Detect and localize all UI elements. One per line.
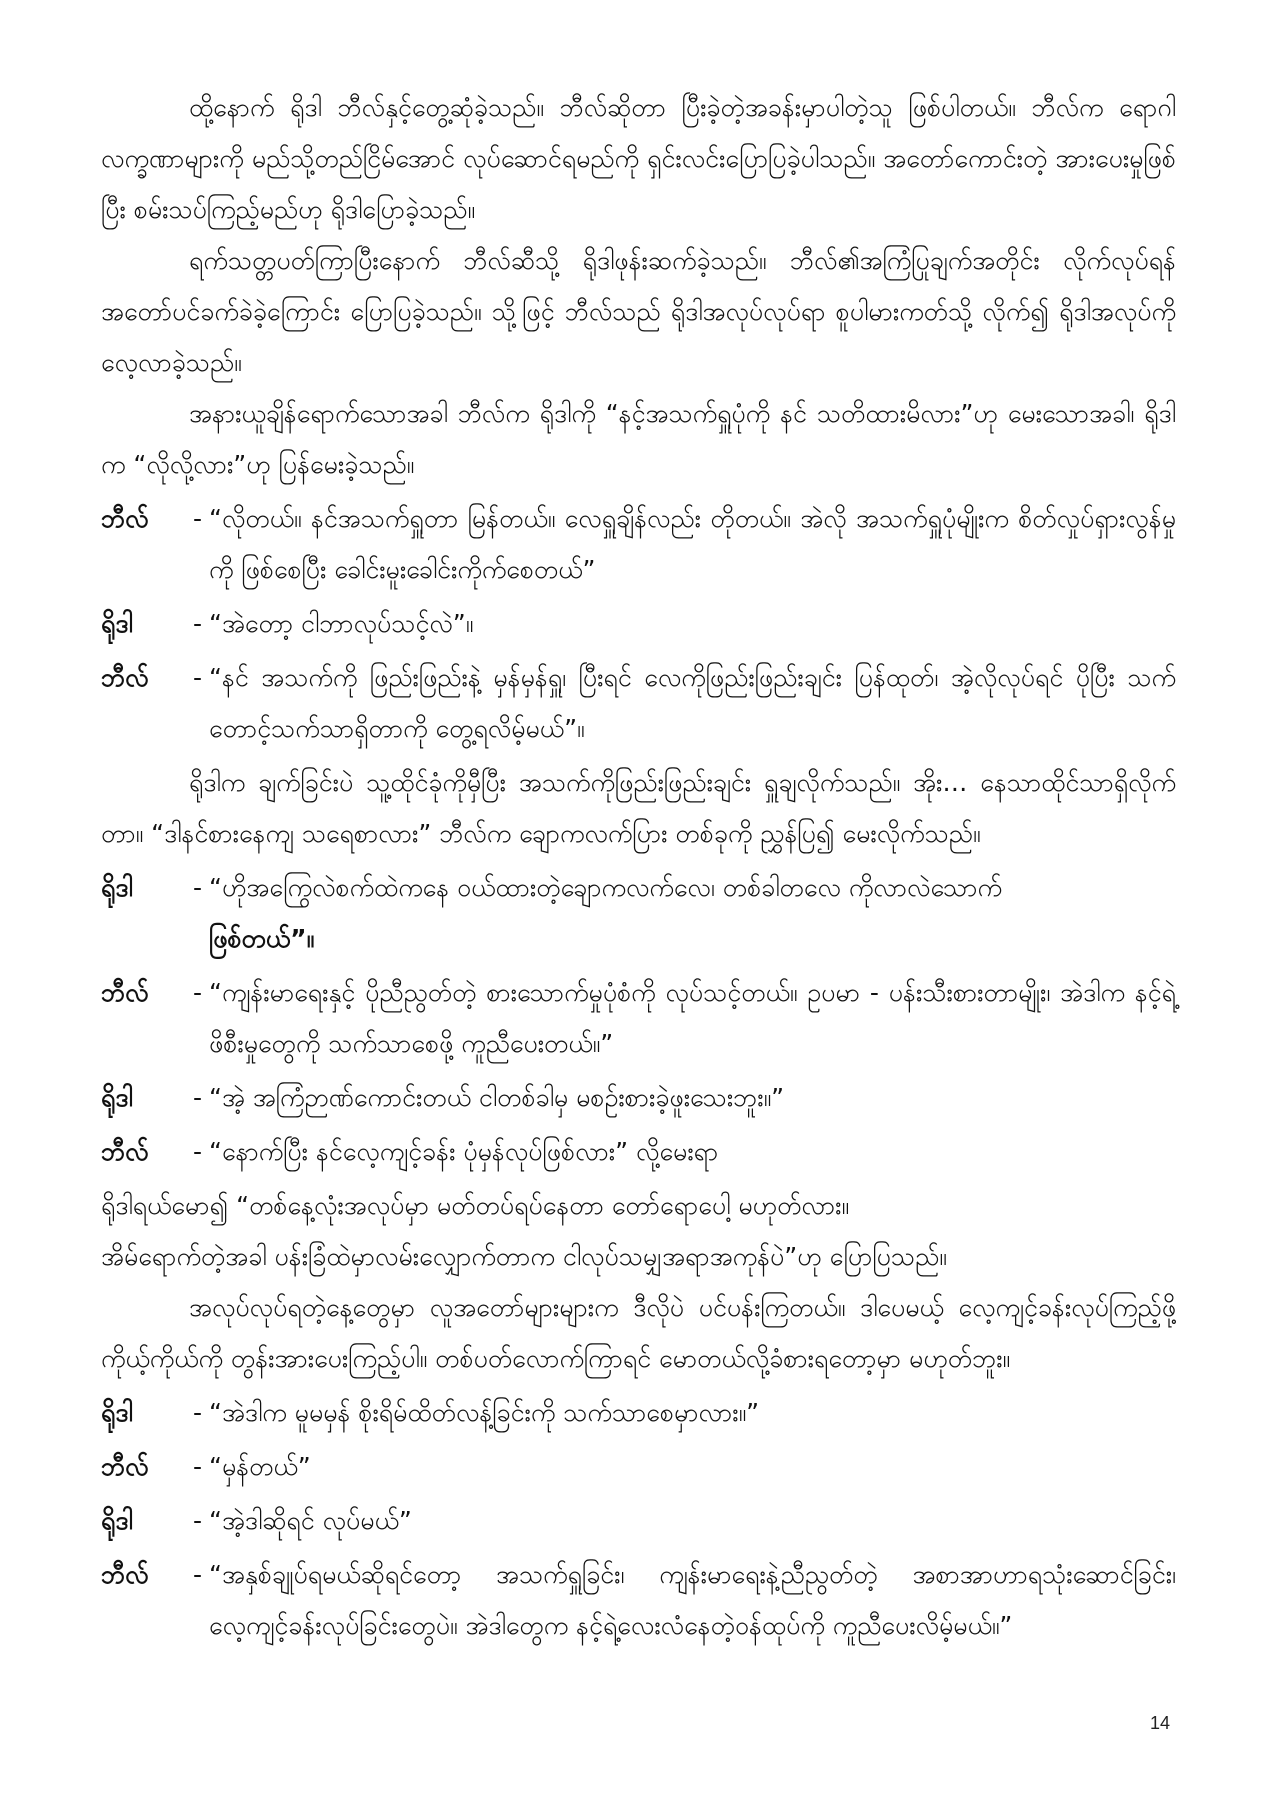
dialogue-line xyxy=(101,1549,1176,1651)
speaker-name: ဘီလ် xyxy=(101,1452,149,1481)
dialogue-dash: - xyxy=(193,1398,203,1427)
speaker-name: ရိုဒါ xyxy=(101,1398,133,1427)
dialogue-text: “ကျန်းမာရေးနှင့် ပိုညီညွတ်တဲ့ စားသောက်မှုပုံစံကို လုပ်သင့်တယ်။ ဥပမာ - ပန်းသီးစားတာမျိုး၊ အဲဒါက နင့်ရဲ့ဖိစီးမှုတွေကို သက်သာစေဖို့ ကူညီပေးတယ်။” xyxy=(209,978,1176,1058)
dialogue-text: “နောက်ပြီး နင်လေ့ကျင့်ခန်း ပုံမှန်လုပ်ဖြစ်လား” လို့မေးရာ xyxy=(209,1137,719,1166)
dialogue-dash: - xyxy=(193,978,203,1007)
dialogue-dash: - xyxy=(193,1083,203,1112)
dialogue-line xyxy=(101,967,1176,1069)
dialogue-dash: - xyxy=(193,1560,203,1589)
speaker-name: ရိုဒါ xyxy=(101,1506,133,1535)
speaker-name: ဘီလ် xyxy=(101,663,149,692)
dialogue-line xyxy=(101,862,1176,964)
dialogue-dash: - xyxy=(193,1137,203,1166)
speaker-name: ဘီလ် xyxy=(101,504,149,533)
speaker-name: ရိုဒါ xyxy=(101,609,133,638)
dialogue-text: “အနှစ်ချုပ်ရမယ်ဆိုရင်တော့ အသက်ရှူခြင်း၊ ကျန်းမာရေးနဲ့ညီညွတ်တဲ့ အစာအာဟာရသုံးဆောင်ခြင်း၊ လေ့ကျင့်ခန်းလုပ်ခြင်းတွေပဲ။ အဲဒါတွေက နင့်ရဲ့လေးလံနေတဲ့ဝန်ထုပ်ကို ကူညီပေးလိမ့်မယ်။” xyxy=(209,1560,1176,1640)
dialogue-line xyxy=(101,1072,1176,1123)
paragraph-3: အနားယူချိန်ရောက်သောအခါ ဘီလ်က ရိုဒါကို “နင့်အသက်ရှူပုံကို နင် သတိထားမိလား”ဟု မေးသောအခါ၊ ရိုဒါက “လိုလို့လား”ဟု ပြန်မေးခဲ့သည်။ xyxy=(101,399,1176,479)
paragraph-1: ထို့နောက် ရိုဒါ ဘီလ်နှင့်တွေ့ဆုံခဲ့သည်။ ဘီလ်ဆိုတာ ပြီးခဲ့တဲ့အခန်းမှာပါတဲ့သူ ဖြစ်ပါတယ်။ ဘီလ်က ရောဂါလက္ခဏာများကို မည်သို့တည်ငြိမ်အောင် လုပ်ဆောင်ရမည်ကို ရှင်းလင်းပြောပြခဲ့ပါသည်။ အတော်ကောင်းတဲ့ အားပေးမှုဖြစ်ပြီး စမ်းသပ်ကြည့်မည်ဟု ရိုဒါပြောခဲ့သည်။ xyxy=(101,93,1176,224)
dialogue-text: “အဲ့ဒါဆိုရင် လုပ်မယ်” xyxy=(209,1506,412,1535)
dialogue-dash: - xyxy=(193,504,203,533)
paragraph-6: အလုပ်လုပ်ရတဲ့နေ့တွေမှာ လူအတော်များများက ဒီလိုပဲ ပင်ပန်းကြတယ်။ ဒါပေမယ့် လေ့ကျင့်ခန်းလုပ်ကြည့်ဖို့ ကိုယ့်ကိုယ်ကို တွန်းအားပေးကြည့်ပါ။ တစ်ပတ်လောက်ကြာရင် မောတယ်လို့ခံစားရတော့မှာ မဟုတ်ဘူး။ xyxy=(101,1293,1176,1373)
dialogue-text: “အဲ့ အကြံဉာဏ်ကောင်းတယ် ငါတစ်ခါမှ မစဉ်းစားခဲ့ဖူးသေးဘူး။” xyxy=(209,1083,785,1112)
dialogue-line xyxy=(101,1495,1176,1546)
dialogue-dash: - xyxy=(193,663,203,692)
speaker-name: ဘီလ် xyxy=(101,978,149,1007)
paragraph-5-line-2: အိမ်ရောက်တဲ့အခါ ပန်းခြံထဲမှာလမ်းလျှောက်တာက ငါလုပ်သမျှအရာအကုန်ပဲ”ဟု ပြောပြသည်။ xyxy=(101,1242,947,1271)
paragraph-2: ရက်သတ္တပတ်ကြာပြီးနောက် ဘီလ်ဆီသို့ ရိုဒါဖုန်းဆက်ခဲ့သည်။ ဘီလ်၏အကြံပြုချက်အတိုင်း လိုက်လုပ်ရန် အတော်ပင်ခက်ခဲခဲ့ကြောင်း ပြောပြခဲ့သည်။ သို့ဖြင့် ဘီလ်သည် ရိုဒါအလုပ်လုပ်ရာ စူပါမားကတ်သို့ လိုက်၍ ရိုဒါအလုပ်ကို လေ့လာခဲ့သည်။ xyxy=(101,246,1176,377)
dialogue-line xyxy=(101,598,1176,649)
page-body xyxy=(101,82,1176,1654)
dialogue-text-bold: ဖြစ်တယ်”။ xyxy=(209,924,315,953)
dialogue-dash: - xyxy=(193,1452,203,1481)
page-number: 14 xyxy=(1150,1713,1171,1733)
speaker-name: ရိုဒါ xyxy=(101,1083,133,1112)
dialogue-text: “နင် အသက်ကို ဖြည်းဖြည်းနဲ့ မှန်မှန်ရှူ၊ ပြီးရင် လေကိုဖြည်းဖြည်းချင်း ပြန်ထုတ်၊ အဲ့လိုလုပ်ရင် ပိုပြီး သက်တောင့်သက်သာရှိတာကို တွေ့ရလိမ့်မယ်”။ xyxy=(209,663,1176,743)
dialogue-text: “လိုတယ်။ နင်အသက်ရှူတာ မြန်တယ်။ လေရှူချိန်လည်း တိုတယ်။ အဲလို အသက်ရှူပုံမျိုးက စိတ်လှုပ်ရှားလွန်မှုကို ဖြစ်စေပြီး ခေါင်းမူးခေါင်းကိုက်စေတယ်” xyxy=(209,504,1176,584)
dialogue-text: “မှန်တယ်” xyxy=(209,1452,311,1481)
dialogue-dash: - xyxy=(193,609,203,638)
dialogue-line xyxy=(101,1126,1176,1177)
dialogue-text-main: “ဟိုအကြွေလဲစက်ထဲကနေ ဝယ်ထားတဲ့ချောကလက်လေ၊ တစ်ခါတလေ ကိုလာလဲသောက် xyxy=(209,873,1002,902)
paragraph-4: ရိုဒါက ချက်ခြင်းပဲ သူ့ထိုင်ခုံကိုမှီပြီး အသက်ကိုဖြည်းဖြည်းချင်း ရှူချလိုက်သည်။ အိုး… နေသာထိုင်သာရှိလိုက်တာ။ “ဒါနင်စားနေကျ သရေစာလား” ဘီလ်က ချောကလက်ပြား တစ်ခုကို ညွှန်ပြ၍ မေးလိုက်သည်။ xyxy=(101,768,1176,848)
dialogue-line xyxy=(101,1387,1176,1438)
dialogue-line xyxy=(101,652,1176,754)
dialogue-dash: - xyxy=(193,1506,203,1535)
dialogue-line xyxy=(101,1441,1176,1492)
paragraph-5-line-1: ရိုဒါရယ်မော၍ “တစ်နေ့လုံးအလုပ်မှာ မတ်တပ်ရပ်နေတာ တော်ရောပေါ့ မဟုတ်လား။ xyxy=(101,1191,850,1220)
dialogue-text: “အဲတော့ ငါဘာလုပ်သင့်လဲ”။ xyxy=(209,609,474,638)
dialogue-line xyxy=(101,493,1176,595)
speaker-name: ရိုဒါ xyxy=(101,873,133,902)
speaker-name: ဘီလ် xyxy=(101,1560,149,1589)
dialogue-text xyxy=(209,862,1176,964)
speaker-name: ဘီလ် xyxy=(101,1137,149,1166)
dialogue-dash: - xyxy=(193,873,203,902)
dialogue-text: “အဲဒါက မူမမှန် စိုးရိမ်ထိတ်လန့်ခြင်းကို သက်သာစေမှာလား။” xyxy=(209,1398,760,1427)
